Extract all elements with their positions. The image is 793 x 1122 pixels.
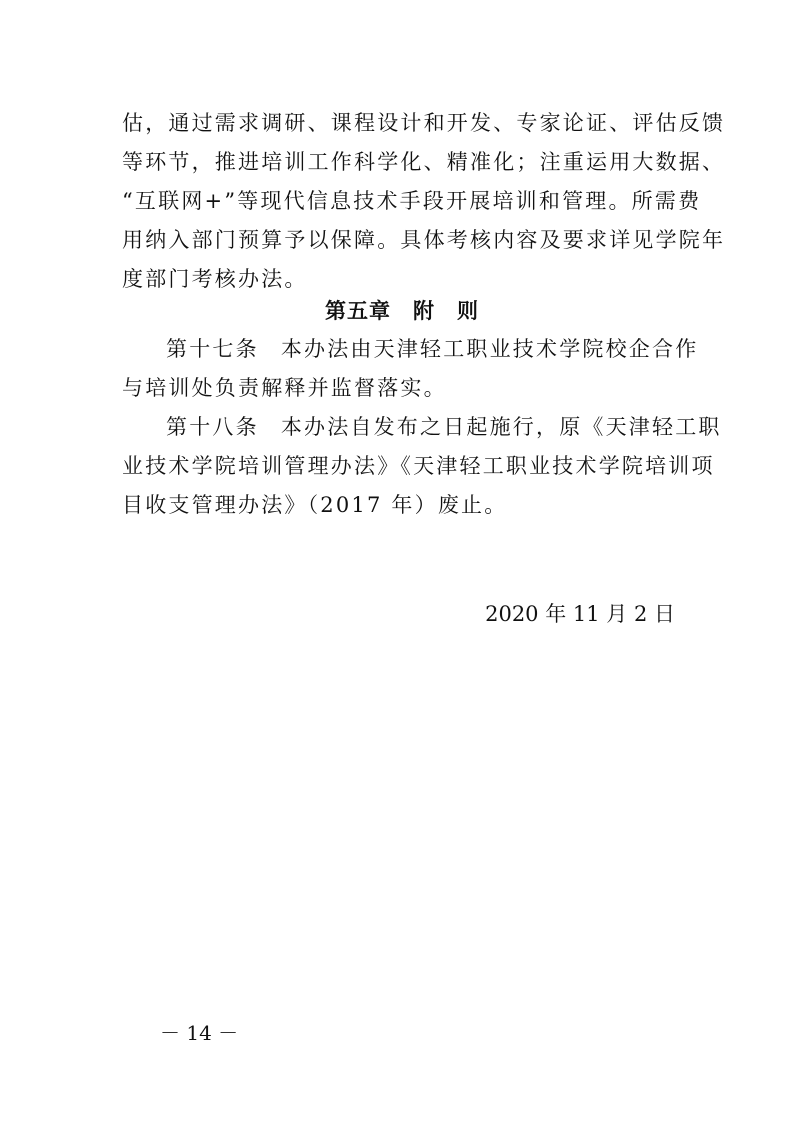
body-line-2: 等环节，推进培训工作科学化、精准化；注重运用大数据、 xyxy=(122,150,726,174)
page-number: － 14 － xyxy=(160,1021,239,1045)
article-17-line-2: 与培训处负责解释并监督落实。 xyxy=(122,376,447,400)
body-line-4: 用纳入部门预算予以保障。具体考核内容及要求详见学院年 xyxy=(122,228,726,252)
article-17-line-1 xyxy=(166,330,699,368)
article-18-text-1: 本办法自发布之日起施行，原《天津轻工职 xyxy=(280,415,722,439)
article-17-text-1: 本办法由天津轻工职业技术学院校企合作 xyxy=(280,337,699,361)
body-line-1: 估，通过需求调研、课程设计和开发、专家论证、评估反馈 xyxy=(122,111,726,135)
body-line-5: 度部门考核办法。 xyxy=(122,267,308,291)
article-18-line-2: 业技术学院培训管理办法》《天津轻工职业技术学院培训项 xyxy=(122,454,715,478)
body-line-3: “互联网+”等现代信息技术手段开展培训和管理。所需费 xyxy=(122,189,702,213)
article-18-label: 第十八条 xyxy=(166,415,259,439)
article-18-line-3: 目收支管理办法》（2017 年）废止。 xyxy=(122,493,508,517)
article-17-label: 第十七条 xyxy=(166,337,259,361)
issue-date: 2020 年 11 月 2 日 xyxy=(485,602,675,626)
chapter-name-char-2: 则 xyxy=(457,299,479,323)
chapter-name-char-1: 附 xyxy=(413,299,435,323)
chapter-number: 第五章 xyxy=(325,299,391,323)
chapter-title xyxy=(122,292,682,330)
article-18-line-1 xyxy=(166,408,722,446)
